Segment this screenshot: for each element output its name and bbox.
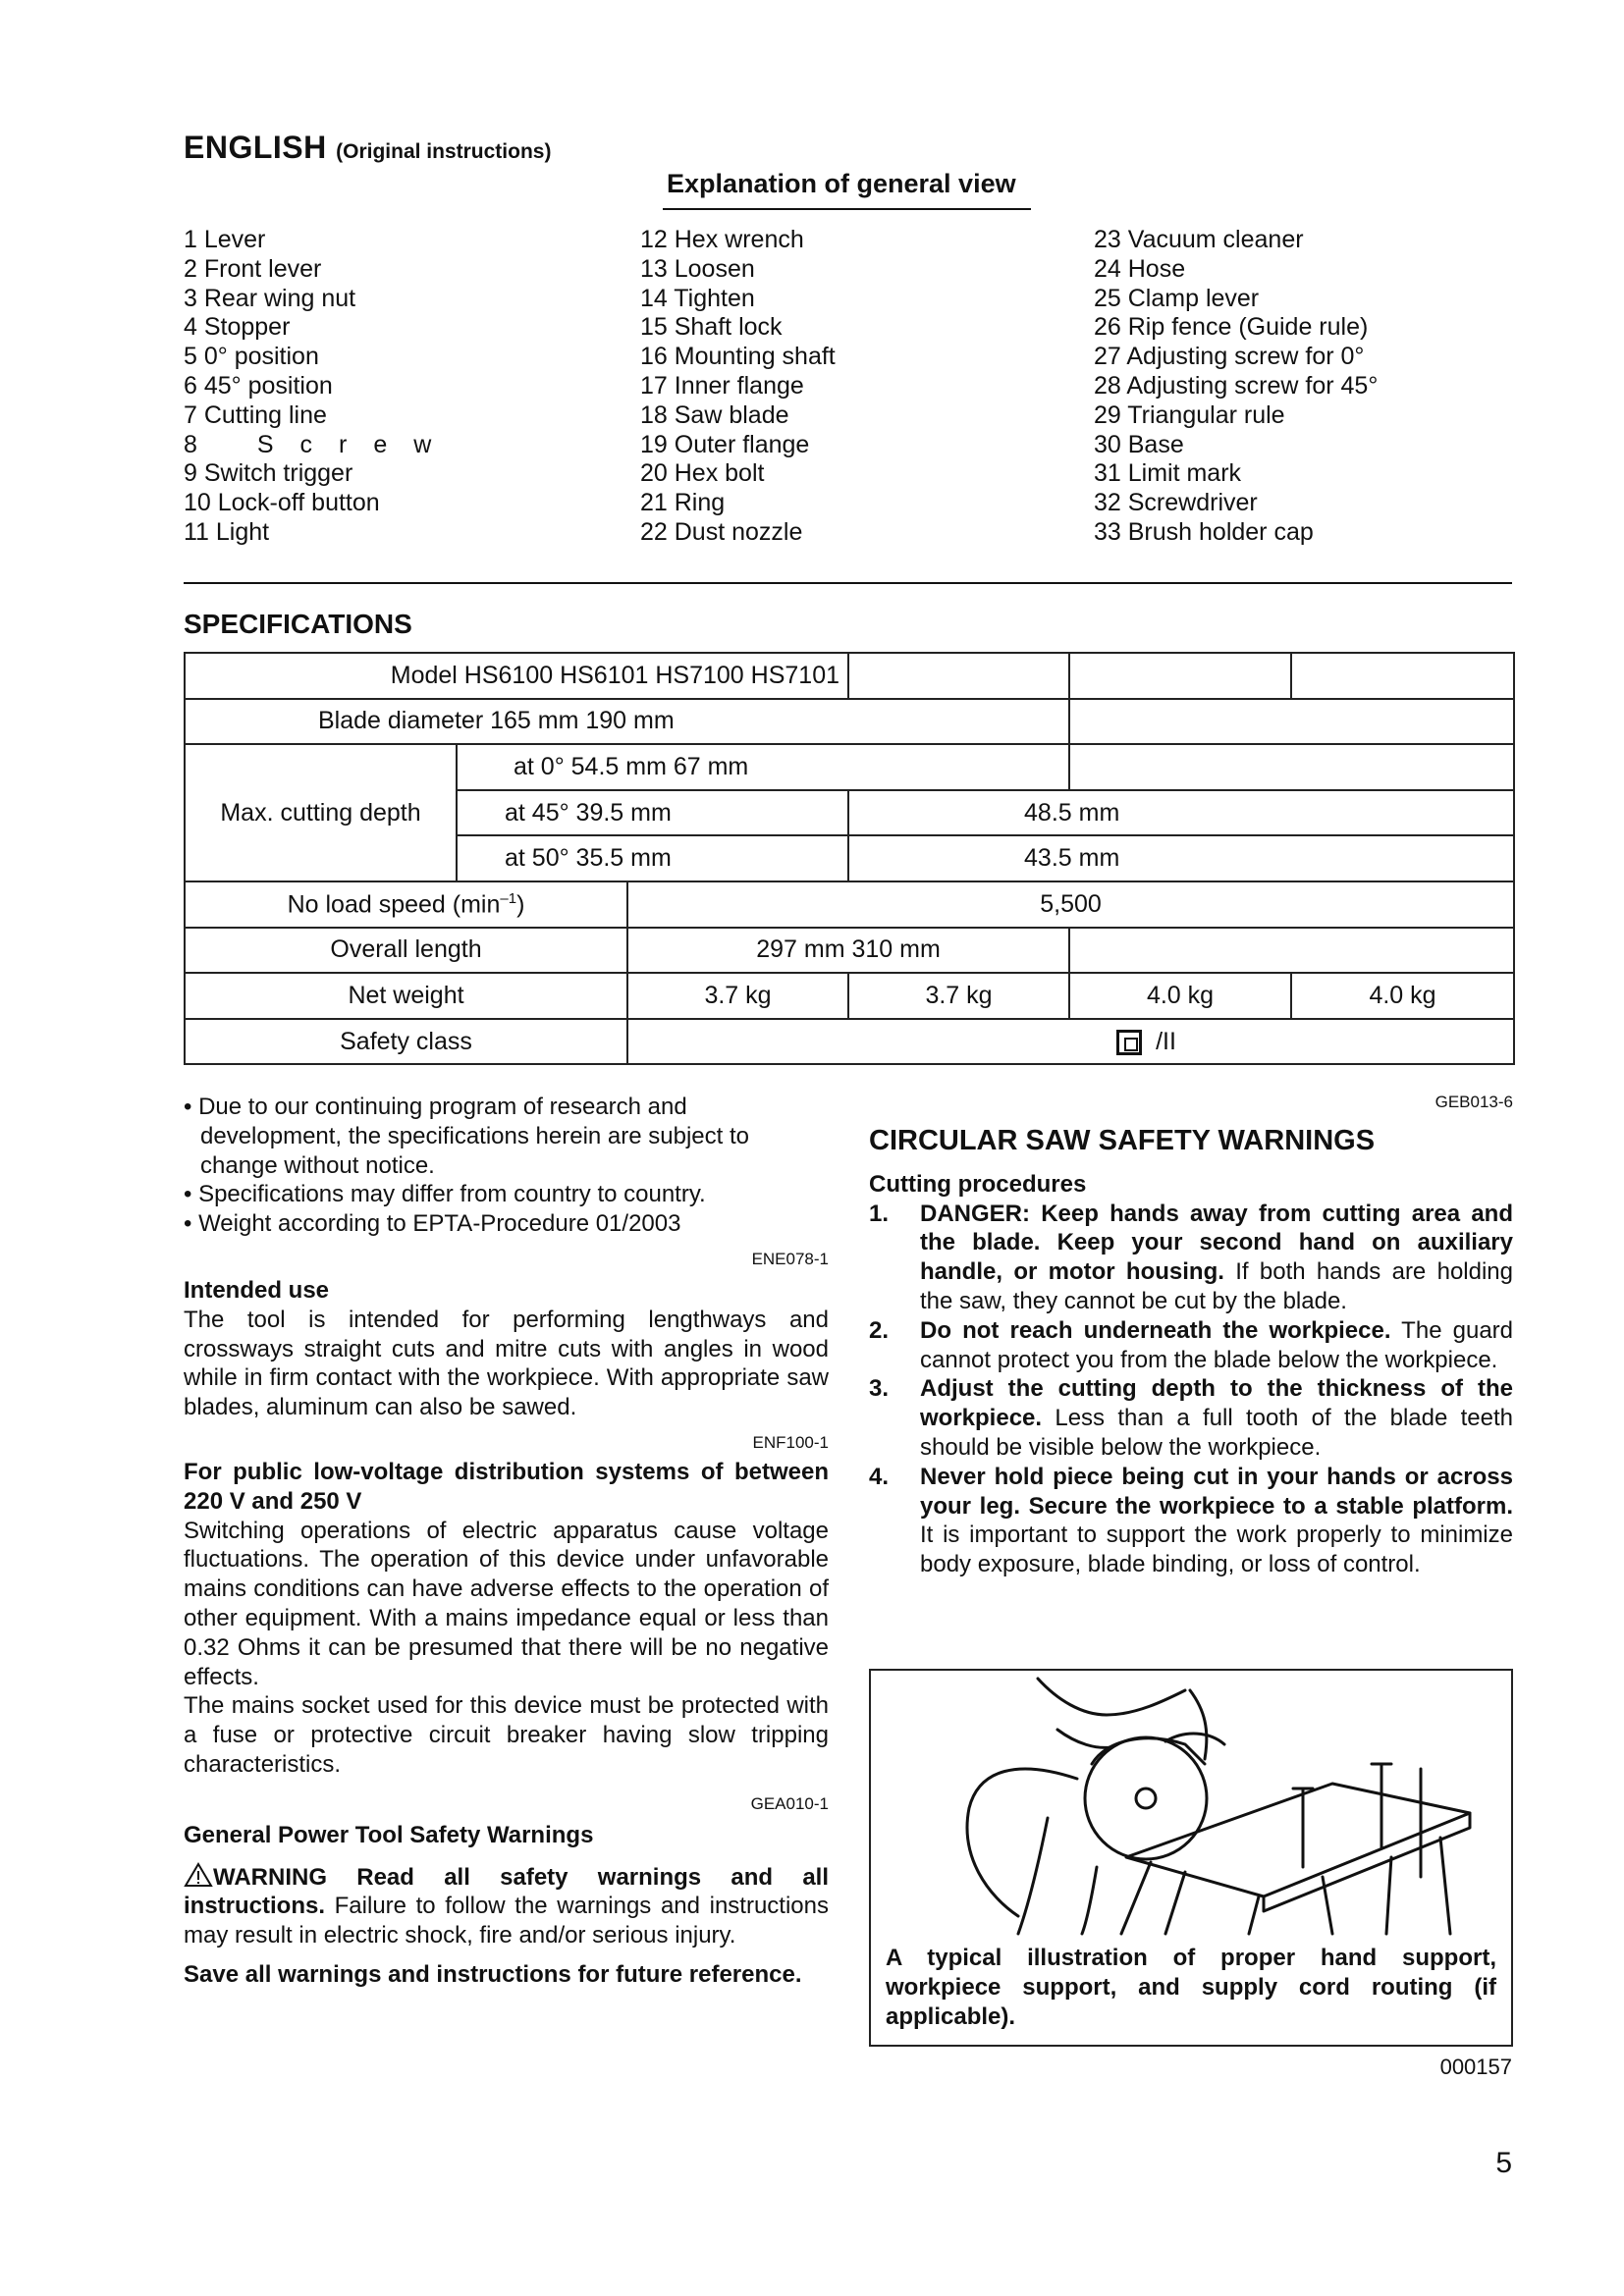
- item-bold: Adjust the cutting depth to the thickness of the workpiece.: [920, 1375, 1513, 1432]
- list-item: 18 Saw blade: [640, 400, 789, 429]
- spec-note: • Weight according to EPTA-Procedure 01/2003: [184, 1210, 681, 1238]
- depth-0-cell: at 0° 54.5 mm 67 mm: [457, 744, 1069, 790]
- list-item: 25 Clamp lever: [1094, 284, 1260, 312]
- warning-item: [869, 1316, 1513, 1375]
- parts-list-col2: [640, 226, 836, 548]
- no-load-speed-text: No load speed (min: [287, 889, 501, 918]
- list-item: 27 Adjusting screw for 0°: [1094, 343, 1365, 371]
- empty-cell: [1069, 653, 1291, 699]
- empty-cell: [1069, 744, 1514, 790]
- table-row: [185, 1019, 1514, 1065]
- figure-code: 000157: [1439, 2055, 1512, 2079]
- blade-diameter-cell: Blade diameter 165 mm 190 mm: [185, 699, 1069, 745]
- overall-length-label: Overall length: [185, 928, 627, 974]
- public-systems-body-2: The mains socket used for this device must be protected with a fuse or protective circuit breaker having slow tripping characteristics.: [184, 1692, 829, 1778]
- intended-use-heading: Intended use: [184, 1276, 330, 1304]
- depth-50-right-cell: 43.5 mm: [848, 835, 1514, 881]
- list-item: 13 Loosen: [640, 254, 755, 283]
- warning-rest: Failure to follow the warnings and instructions may result in electric shock, fire and/or serious injury.: [184, 1893, 829, 1949]
- doc-code: ENF100-1: [752, 1432, 829, 1452]
- list-item: 20 Hex bolt: [640, 459, 765, 488]
- table-row: [185, 653, 1514, 699]
- safety-class-value: /II: [1156, 1027, 1176, 1055]
- list-item: 9 Switch trigger: [184, 459, 353, 488]
- list-item: 31 Limit mark: [1094, 459, 1242, 488]
- warning-bold: WARNING Read all safety warnings and all instructions.: [184, 1863, 829, 1920]
- empty-cell: [1069, 928, 1514, 974]
- item-number: 1.: [869, 1200, 890, 1227]
- warning-item: [869, 1374, 1513, 1462]
- general-warnings-heading: General Power Tool Safety Warnings: [184, 1821, 594, 1848]
- left-column: [184, 1093, 829, 1990]
- no-load-speed-close: ): [516, 889, 525, 918]
- list-item: 24 Hose: [1094, 254, 1186, 283]
- list-item: 17 Inner flange: [640, 371, 804, 400]
- depth-50-cell: at 50° 35.5 mm: [457, 835, 848, 881]
- language-note: (Original instructions): [336, 140, 552, 163]
- depth-45-cell: at 45° 39.5 mm: [457, 790, 848, 836]
- parts-list-col1: [184, 226, 458, 548]
- specifications-table: [184, 652, 1515, 1065]
- list-item: 23 Vacuum cleaner: [1094, 226, 1304, 253]
- list-item: 1 Lever: [184, 226, 266, 253]
- list-item: 33 Brush holder cap: [1094, 517, 1314, 546]
- list-item: 5 0° position: [184, 343, 319, 371]
- specifications-title: SPECIFICATIONS: [184, 609, 412, 639]
- net-weight-value: 3.7 kg: [848, 973, 1069, 1019]
- cutting-procedures-heading: Cutting procedures: [869, 1170, 1087, 1198]
- overall-length-value: 297 mm 310 mm: [627, 928, 1069, 974]
- circular-saw-warnings-title: CIRCULAR SAW SAFETY WARNINGS: [869, 1125, 1376, 1156]
- list-item: 22 Dust nozzle: [640, 517, 803, 546]
- net-weight-value: 4.0 kg: [1291, 973, 1514, 1019]
- intended-use-body: The tool is intended for performing lengthways and crossways straight cuts and mitre cuts with angles in wood while in firm contact with the workpiece. With appropriate saw blades, aluminum can also be sawed.: [184, 1306, 829, 1421]
- table-row: [185, 881, 1514, 928]
- save-instructions-line: Save all warnings and instructions for future reference.: [184, 1960, 802, 1988]
- item-number: 3.: [869, 1375, 890, 1403]
- circular-saw-illustration: [871, 1671, 1511, 1936]
- list-item: 11 Light: [184, 517, 270, 546]
- list-item: 28 Adjusting screw for 45°: [1094, 371, 1379, 400]
- item-bold: Never hold piece being cut in your hands or across your leg. Secure the workpiece to a stable platform.: [920, 1463, 1513, 1520]
- list-item: 19 Outer flange: [640, 430, 810, 458]
- list-item: 12 Hex wrench: [640, 226, 804, 253]
- warning-item: [869, 1200, 1513, 1316]
- figure-caption: A typical illustration of proper hand support, workpiece support, and supply cord routing (if applicable).: [886, 1945, 1496, 2030]
- list-item: 8 Screw: [184, 430, 459, 458]
- parts-list-col3: [1094, 226, 1378, 548]
- item-rest: Less than a full tooth of the blade teeth should be visible below the workpiece.: [920, 1405, 1513, 1461]
- model-cell: Model HS6100 HS6101 HS7100 HS7101: [185, 653, 848, 699]
- list-item: 4 Stopper: [184, 313, 291, 342]
- language-label: ENGLISH: [184, 130, 327, 165]
- section-divider: [184, 582, 1512, 584]
- no-load-speed-label: [185, 881, 627, 928]
- net-weight-value: 4.0 kg: [1069, 973, 1291, 1019]
- public-systems-heading: For public low-voltage distribution systems of between 220 V and 250 V: [184, 1458, 829, 1515]
- page-number: 5: [1495, 2147, 1512, 2179]
- table-row: [185, 699, 1514, 745]
- language-heading: [184, 130, 551, 166]
- public-systems-body: Switching operations of electric apparatus cause voltage fluctuations. The operation of this device under unfavorable mains conditions can have adverse effects to the operation of other equipment. With a mains impedance equal or less than 0.32 Ohms it can be presumed that there will be no negative effects.: [184, 1517, 829, 1690]
- empty-cell: [1291, 653, 1514, 699]
- table-row: [185, 744, 1514, 790]
- net-weight-value: 3.7 kg: [627, 973, 848, 1019]
- list-item: 14 Tighten: [640, 284, 755, 312]
- item-rest: The guard cannot protect you from the blade below the workpiece.: [920, 1316, 1514, 1373]
- item-rest: If both hands are holding the saw, they cannot be cut by the blade.: [920, 1258, 1513, 1314]
- item-rest: It is important to support the work properly to minimize body exposure, blade binding, or loss of control.: [920, 1522, 1513, 1578]
- spec-note: • Due to our continuing program of research and development, the specifications herein are subject to change without notice.: [184, 1094, 749, 1179]
- item-number: 2.: [869, 1316, 890, 1344]
- doc-code: ENE078-1: [751, 1249, 829, 1268]
- right-column: [869, 1092, 1513, 1579]
- list-item: 30 Base: [1094, 430, 1184, 458]
- list-item: 32 Screwdriver: [1094, 489, 1258, 517]
- max-cutting-depth-label: Max. cutting depth: [185, 744, 457, 881]
- list-item: 26 Rip fence (Guide rule): [1094, 313, 1369, 342]
- no-load-speed-value: 5,500: [627, 881, 1514, 928]
- explanation-underline: [663, 208, 1031, 210]
- warning-item: [869, 1463, 1513, 1579]
- double-insulation-icon: [1116, 1030, 1142, 1055]
- doc-code: GEA010-1: [750, 1793, 829, 1813]
- list-item: 16 Mounting shaft: [640, 343, 836, 371]
- list-item: 3 Rear wing nut: [184, 284, 356, 312]
- list-item: 15 Shaft lock: [640, 313, 783, 342]
- table-row: [185, 973, 1514, 1019]
- safety-class-label: Safety class: [185, 1019, 627, 1065]
- table-row: [185, 928, 1514, 974]
- item-bold: DANGER: Keep hands away from cutting area and the blade. Keep your second hand on auxiliary handle, or motor housing.: [920, 1200, 1513, 1286]
- empty-cell: [848, 653, 1069, 699]
- depth-45-right-cell: 48.5 mm: [848, 790, 1514, 836]
- no-load-speed-unit-exponent: –1: [500, 889, 517, 907]
- list-item: 6 45° position: [184, 371, 333, 400]
- empty-cell: [1069, 699, 1514, 745]
- item-bold: Do not reach underneath the workpiece.: [920, 1316, 1391, 1344]
- warning-paragraph: [184, 1862, 829, 1950]
- doc-code: GEB013-6: [1435, 1093, 1513, 1111]
- net-weight-label: Net weight: [185, 973, 627, 1019]
- item-number: 4.: [869, 1463, 890, 1490]
- spec-note: • Specifications may differ from country to country.: [184, 1181, 706, 1208]
- list-item: 10 Lock-off button: [184, 489, 380, 517]
- list-item: 2 Front lever: [184, 254, 322, 283]
- list-item: 21 Ring: [640, 489, 726, 517]
- list-item: 29 Triangular rule: [1094, 400, 1285, 429]
- safety-class-cell: [627, 1019, 1514, 1065]
- list-item: 7 Cutting line: [184, 400, 327, 429]
- warning-triangle-icon: [184, 1862, 213, 1888]
- explanation-title: Explanation of general view: [667, 169, 1016, 198]
